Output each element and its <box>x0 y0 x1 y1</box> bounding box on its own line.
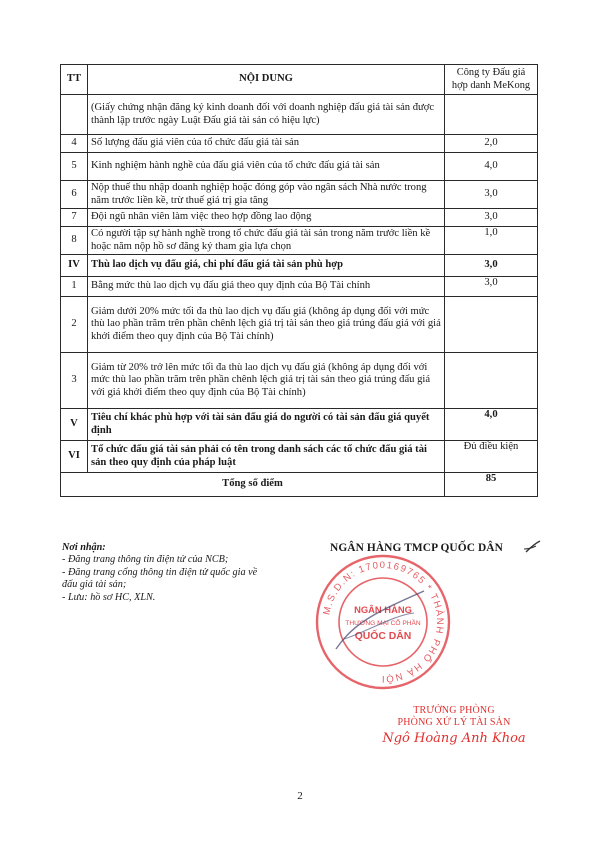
row-content: Số lượng đấu giá viên của tổ chức đấu giá tài sản <box>88 135 445 153</box>
header-tt: TT <box>61 65 88 95</box>
recipient-line: - Đăng trang cổng thông tin điện tử quốc gia về đấu giá tài sản; <box>62 566 258 591</box>
row-content: Tiêu chí khác phù hợp với tài sản đấu giá do người có tài sản đấu giá quyết định <box>88 409 445 441</box>
row-score: 4,0 <box>445 153 538 181</box>
table-row-section <box>61 255 538 277</box>
row-score: 3,0 <box>445 277 538 297</box>
header-content: NỘI DUNG <box>88 65 445 95</box>
row-score <box>445 297 538 353</box>
row-tt: 2 <box>61 297 88 353</box>
row-tt: 1 <box>61 277 88 297</box>
row-content: Tổ chức đấu giá tài sản phải có tên trong danh sách các tổ chức đấu giá tài sản theo quy định của pháp luật <box>88 441 445 473</box>
row-content: Giảm dưới 20% mức tối đa thù lao dịch vụ đấu giá (không áp dụng đối với mức thù lao phần trăm trên phần chênh lệch giá trị tài sản theo giá trúng đấu giá với giá khởi điểm theo quy định của Bộ Tài chính) <box>88 297 445 353</box>
row-score <box>445 353 538 409</box>
row-content: (Giấy chứng nhận đăng ký kinh doanh đối với doanh nghiệp đấu giá tài sản được thành lập trước ngày Luật Đấu giá tài sản có hiệu lực) <box>88 95 445 135</box>
total-score: 85 <box>445 473 538 497</box>
table-row-section <box>61 409 538 441</box>
table-total-row <box>61 473 538 497</box>
recipient-line: - Lưu: hồ sơ HC, XLN. <box>62 591 156 603</box>
table-header-row <box>61 65 538 95</box>
table-row <box>61 353 538 409</box>
recipients-block <box>62 542 262 604</box>
bank-name: NGÂN HÀNG TMCP QUỐC DÂN <box>330 542 503 554</box>
signature-mark-icon <box>524 540 542 554</box>
table-row <box>61 277 538 297</box>
stamp-inner-line3: QUỐC DÂN <box>354 631 412 642</box>
row-content: Giảm từ 20% trở lên mức tối đa thù lao dịch vụ đấu giá (không áp dụng đối với mức thù lao phần trăm trên phần chênh lệch giá trị tài sản theo giá trúng đấu giá với giá khởi điểm theo quy định của Bộ Tài chính) <box>88 353 445 409</box>
table-row <box>61 153 538 181</box>
row-tt: 8 <box>61 227 88 255</box>
recipient-line: - Đăng trang thông tin điện tử của NCB; <box>62 554 229 566</box>
signature-block <box>364 705 544 746</box>
row-score: 3,0 <box>445 181 538 209</box>
total-label: Tổng số điểm <box>61 473 445 497</box>
scoring-table <box>60 64 538 497</box>
company-stamp <box>314 553 452 691</box>
stamp-inner-line2: THƯƠNG MẠI CỔ PHẦN <box>345 620 421 627</box>
table-row <box>61 135 538 153</box>
row-tt: 6 <box>61 181 88 209</box>
signer-role-line2: PHÒNG XỬ LÝ TÀI SẢN <box>397 717 511 728</box>
row-score: 4,0 <box>445 409 538 441</box>
row-tt: 5 <box>61 153 88 181</box>
table-row <box>61 181 538 209</box>
signer-name: Ngô Hoàng Anh Khoa <box>382 731 526 746</box>
recipients-title: Nơi nhận: <box>62 542 106 553</box>
row-content: Đội ngũ nhân viên làm việc theo hợp đồng lao động <box>88 209 445 227</box>
row-content: Có người tập sự hành nghề trong tổ chức đấu giá tài sản trong năm trước liền kề hoặc năm nộp hồ sơ đăng ký tham gia lựa chọn <box>88 227 445 255</box>
row-tt <box>61 95 88 135</box>
row-content: Nộp thuế thu nhập doanh nghiệp hoặc đóng góp vào ngân sách Nhà nước trong năm trước liền kề, trừ thuế giá trị gia tăng <box>88 181 445 209</box>
row-score <box>445 95 538 135</box>
row-content: Kinh nghiệm hành nghề của đấu giá viên của tổ chức đấu giá tài sản <box>88 153 445 181</box>
row-score: 3,0 <box>445 209 538 227</box>
row-content: Thù lao dịch vụ đấu giá, chi phí đấu giá tài sản phù hợp <box>88 255 445 277</box>
table-row <box>61 227 538 255</box>
table-row <box>61 95 538 135</box>
stamp-inner-line1: NGÂN HÀNG <box>354 604 412 615</box>
table-row <box>61 209 538 227</box>
row-score: 2,0 <box>445 135 538 153</box>
row-tt: V <box>61 409 88 441</box>
signer-role-line1: TRƯỞNG PHÒNG <box>413 705 495 716</box>
header-company: Công ty Đấu giá hợp danh MeKong <box>445 65 538 95</box>
stamp-ring-text: M.S.D.N: 1700169765 * THÀNH PHỐ HÀ NỘI <box>321 559 446 685</box>
row-tt: 7 <box>61 209 88 227</box>
page-number: 2 <box>297 790 303 802</box>
row-score: Đủ điều kiện <box>445 441 538 473</box>
row-tt: IV <box>61 255 88 277</box>
row-content: Bằng mức thù lao dịch vụ đấu giá theo quy định của Bộ Tài chính <box>88 277 445 297</box>
row-score: 3,0 <box>445 255 538 277</box>
table-row-section <box>61 441 538 473</box>
row-score: 1,0 <box>445 227 538 255</box>
table-row <box>61 297 538 353</box>
row-tt: VI <box>61 441 88 473</box>
row-tt: 4 <box>61 135 88 153</box>
row-tt: 3 <box>61 353 88 409</box>
